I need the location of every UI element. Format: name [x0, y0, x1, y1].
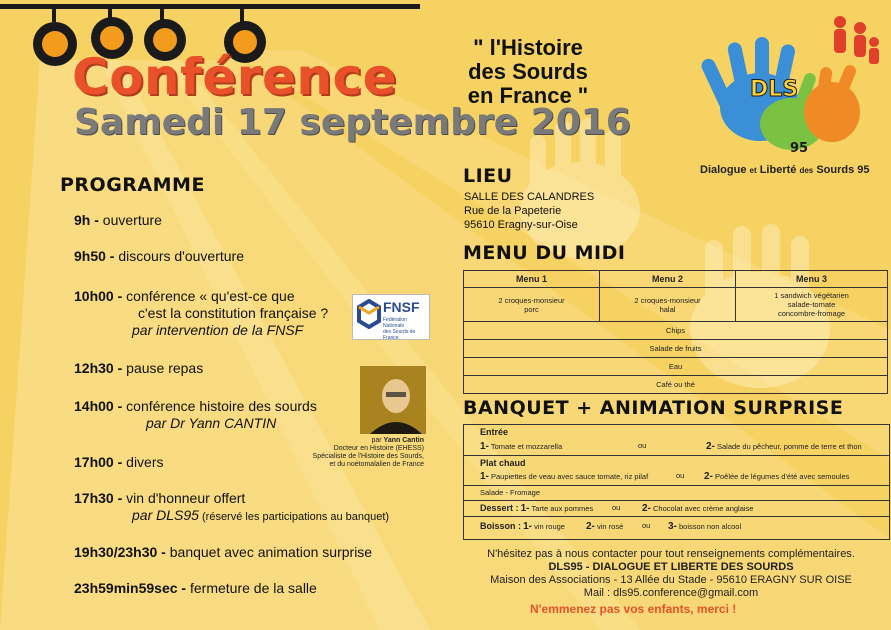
contact-org: DLS95 - DIALOGUE ET LIBERTE DES SOURDS	[548, 561, 794, 573]
address-line: Rue de la Papeterie	[464, 205, 562, 217]
menu-option: 2 croques-monsieur halal	[600, 288, 736, 322]
tagline-part: Dialogue	[700, 164, 747, 176]
item-time: 17h00	[74, 454, 114, 470]
item-text: vin d'honneur offert	[126, 490, 246, 506]
caption-line: Docteur en Histoire (EHESS)	[333, 445, 424, 452]
caption-prefix: par	[371, 437, 384, 444]
item-time: 17h30	[74, 490, 114, 506]
menu-option: 1 sandwich végétarien salade-tomate concombre-fromage	[736, 288, 888, 322]
event-date: Samedi 17 septembre 2016	[74, 102, 631, 143]
lieu-address	[464, 190, 594, 232]
fnsf-logo	[352, 294, 430, 340]
menu-shared-item: Café ou thé	[464, 376, 888, 394]
contact-email[interactable]: Mail : dls95.conference@gmail.com	[583, 587, 759, 599]
menu-shared-item: Eau	[464, 358, 888, 376]
menu-shared-item: Chips	[464, 322, 888, 340]
item-sep: -	[113, 398, 127, 414]
boisson-options: Boisson : 1- vin rouge 2- vin rosé ou 3- boisson non alcool	[480, 521, 742, 532]
caption-name: Yann Cantin	[383, 437, 424, 444]
caption-line: et du noétomalalien de France	[329, 461, 424, 468]
item-sep: -	[113, 288, 127, 304]
programme-item	[74, 580, 317, 597]
item-text: pause repas	[126, 360, 204, 376]
item-text: fermeture de la salle	[189, 580, 317, 596]
logo-badge: 95	[790, 141, 809, 156]
lieu-title: LIEU	[463, 165, 513, 187]
plat-options: 1- Paupiettes de veau avec sauce tomate, riz pilaf ou 2- Poêlée de légumes d'été avec semoules	[480, 471, 850, 482]
dls-logo	[700, 12, 885, 162]
caption-line: Spécialiste de l'Histoire des Sourds,	[312, 453, 424, 460]
item-text: c'est la constitution française ?	[138, 305, 329, 321]
item-time: 23h59min59sec	[74, 580, 178, 596]
item-text: par intervention de la FNSF	[132, 322, 304, 338]
spotlight-icon	[33, 8, 77, 66]
entree-options: 1- Tomate et mozzarella ou 2- Salade du pêcheur, pomme de terre et thon	[480, 441, 862, 452]
family-icon	[834, 16, 879, 64]
item-text: discours d'ouverture	[118, 248, 244, 264]
divider	[464, 500, 889, 501]
contact-address: Maison des Associations - 13 Allée du Stade - 95610 ERAGNY SUR OISE	[490, 574, 852, 586]
item-text: ouverture	[102, 212, 162, 228]
item-sep: -	[113, 454, 127, 470]
banquet-title: BANQUET + ANIMATION SURPRISE	[463, 397, 844, 419]
divider	[464, 455, 889, 456]
item-sep: -	[113, 360, 127, 376]
subject-line: en France "	[467, 83, 589, 108]
contact-line: N'hésitez pas à nous contacter pour tout renseignements complémentaires.	[487, 548, 855, 560]
item-sep: -	[90, 212, 103, 228]
programme-item	[74, 212, 162, 229]
tagline-part: Sourds 95	[816, 164, 870, 176]
address-line: 95610 Eragny-sur-Oise	[464, 219, 578, 231]
item-time: 12h30	[74, 360, 114, 376]
menu-option: 2 croques-monsieur porc	[464, 288, 600, 322]
programme-item	[74, 544, 372, 561]
item-text: par Dr Yann CANTIN	[146, 415, 277, 431]
page-title: Conférence	[72, 48, 398, 106]
children-notice: N'emmenez pas vos enfants, merci !	[530, 602, 737, 616]
speaker-caption	[300, 437, 424, 469]
tagline-part: et	[749, 166, 757, 175]
item-time: 9h	[74, 212, 91, 228]
programme-item	[74, 490, 389, 526]
fnsf-subtitle-line: Fédération Nationale	[383, 317, 407, 329]
divider	[464, 485, 889, 486]
logo-tagline	[700, 164, 870, 176]
programme-item	[74, 248, 244, 265]
menu-header: Menu 3	[736, 271, 888, 288]
item-sep: -	[157, 544, 170, 560]
contact-block	[466, 548, 876, 600]
programme-item	[74, 454, 164, 471]
menu-title: MENU DU MIDI	[463, 242, 626, 264]
programme-item	[74, 360, 203, 377]
conference-subject	[448, 36, 608, 108]
fnsf-name: FNSF	[383, 299, 420, 315]
item-sep: -	[105, 248, 119, 264]
item-text: conférence histoire des sourds	[126, 398, 317, 414]
item-text: conférence « qu'est-ce que	[126, 288, 295, 304]
menu-header: Menu 2	[600, 271, 736, 288]
salade-fromage: Salade - Fromage	[480, 488, 541, 497]
entree-label: Entrée	[480, 427, 509, 437]
subject-line: " l'Histoire	[473, 35, 583, 60]
item-time: 14h00	[74, 398, 114, 414]
tagline-part: des	[799, 166, 814, 175]
item-sep: -	[177, 580, 190, 596]
fnsf-subtitle-line: des Sourds de France	[383, 329, 416, 341]
plat-label: Plat chaud	[480, 458, 526, 468]
menu-table	[463, 270, 888, 394]
item-sep: -	[113, 490, 127, 506]
speaker-photo	[360, 366, 426, 434]
tagline-part: Liberté	[759, 164, 797, 176]
programme-title: PROGRAMME	[60, 174, 205, 196]
item-time: 9h50	[74, 248, 106, 264]
address-line: SALLE DES CALANDRES	[464, 191, 595, 203]
item-text: divers	[126, 454, 164, 470]
subject-line: des Sourds	[468, 59, 588, 84]
programme-item	[74, 398, 317, 432]
logo-text: DLS	[750, 77, 799, 102]
banquet-menu	[463, 424, 890, 540]
item-time: 10h00	[74, 288, 114, 304]
item-note: (réservé les participations au banquet)	[198, 511, 390, 523]
dessert-options: Dessert : 1- Tarte aux pommes ou 2- Chocolat avec crème anglaise	[480, 503, 754, 514]
divider	[464, 516, 889, 517]
item-time: 19h30/23h30	[74, 544, 158, 560]
fnsf-subtitle	[383, 317, 429, 341]
fnsf-emblem-icon	[357, 299, 381, 329]
menu-shared-item: Salade de fruits	[464, 340, 888, 358]
menu-header: Menu 1	[464, 271, 600, 288]
item-text: banquet avec animation surprise	[169, 544, 373, 560]
item-text: par DLS95	[132, 507, 199, 523]
programme-item	[74, 288, 328, 339]
